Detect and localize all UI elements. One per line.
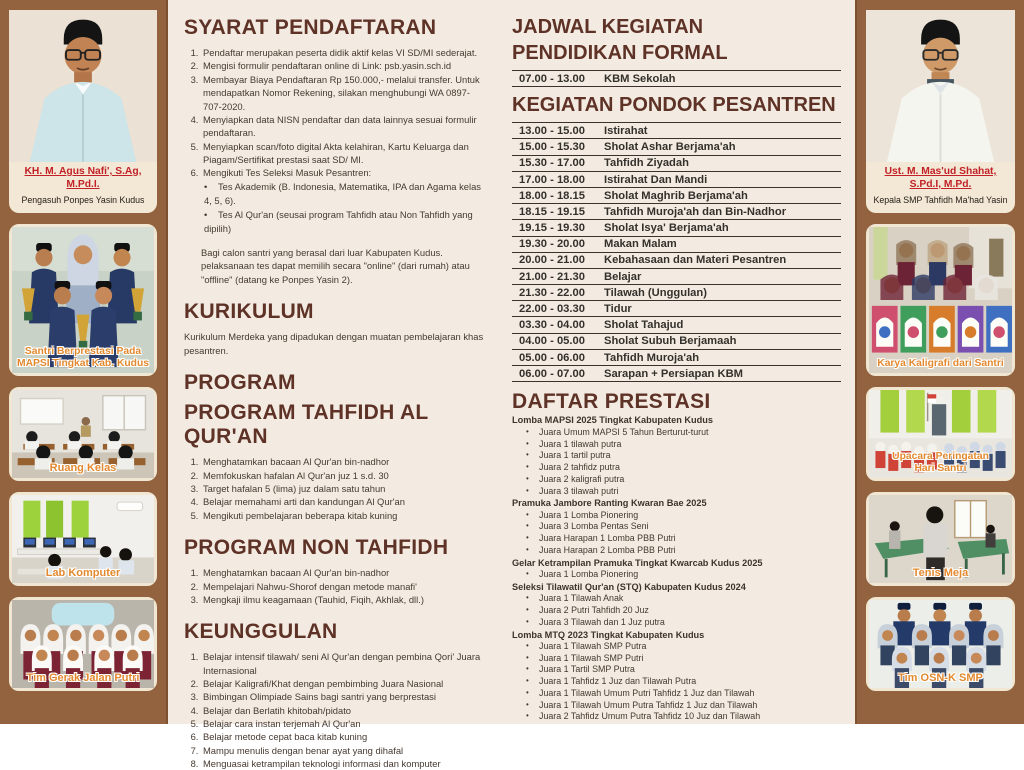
prestasi-group-mtq [512, 629, 841, 724]
section-jadwal [512, 14, 841, 382]
photo-caption: Tim Gerak Jalan Putri [26, 672, 140, 685]
schedule-time: 20.00 - 21.00 [519, 254, 585, 267]
schedule-time: 07.00 - 13.00 [519, 72, 585, 85]
prestasi-item-list [512, 427, 841, 498]
photo-kaligrafi [866, 224, 1015, 376]
caption-line2: MAPSI Tingkat Kab. Kudus [17, 357, 149, 369]
schedule-time: 19.30 - 20.00 [519, 238, 585, 251]
prestasi-item-list [512, 569, 841, 581]
photo-caption: Karya Kaligrafi dari Santri [877, 357, 1004, 369]
schedule-row [512, 172, 841, 188]
schedule-time: 18.15 - 19.15 [519, 205, 585, 218]
right-sidebar [855, 0, 1024, 724]
schedule-row [512, 334, 841, 350]
keunggulan-title: KEUNGGULAN [184, 620, 338, 644]
pengasuh-name: KH. M. Agus Nafi', S.Ag, M.Pd.I. [24, 166, 142, 190]
syarat-list [184, 46, 488, 179]
keunggulan-item: 8. Menguasai ketrampilan teknologi informasi dan komputer [201, 757, 488, 770]
syarat-item: 3. Membayar Biaya Pendaftaran Rp 150.000,- melalui transfer. Untuk mendapatkan Nomor Rekening, silakan menghubungi WA 0897-707-2020. [201, 73, 488, 113]
schedule-activity: Makan Malam [604, 238, 677, 251]
schedule-time: 15.00 - 15.30 [519, 141, 585, 154]
prestasi-group-mapsi [512, 414, 841, 497]
section-kurikulum [184, 300, 488, 357]
schedule-time: 18.00 - 18.15 [519, 189, 585, 202]
schedule-time: 03.30 - 04.00 [519, 319, 585, 332]
schedule-row [512, 156, 841, 172]
schedule-time: 22.00 - 03.30 [519, 303, 585, 316]
portrait-illustration [9, 10, 157, 162]
pengasuh-portrait-photo [9, 10, 157, 162]
schedule-activity: Sholat Subuh Berjamaah [604, 335, 737, 348]
prestasi-group-jambore [512, 497, 841, 556]
caption-line1: Upacara Peringatan [892, 451, 989, 463]
program-tahfidh-item: 2. Memfokuskan hafalan Al Qur'an juz 1 s.d. 30 [201, 469, 488, 482]
keunggulan-item: 4. Belajar dan Berlatih khitobah/pidato [201, 704, 488, 717]
schedule-activity: Sholat Maghrib Berjama'ah [604, 189, 748, 202]
schedule-time: 21.30 - 22.00 [519, 286, 585, 299]
program-non-item: 1. Menghatamkan bacaan Al Qur'an bin-nadhor [201, 566, 488, 579]
middle-column [168, 0, 500, 770]
prestasi-item: • Juara Umum MAPSI 5 Tahun Berturut-turut [526, 427, 841, 439]
prestasi-item: • Juara Harapan 1 Lomba PBB Putri [526, 533, 841, 545]
keunggulan-item: 6. Belajar metode cepat baca kitab kuning [201, 730, 488, 743]
program-non-item: 3. Mengkaji ilmu keagamaan (Tauhid, Fiqih, Akhlak, dll.) [201, 593, 488, 606]
prestasi-group-title: Lomba MTQ 2023 Tingkat Kabupaten Kudus [512, 629, 705, 640]
schedule-time: 15.30 - 17.00 [519, 157, 585, 170]
program-tahfidh-item: 1. Menghatamkan bacaan Al Qur'an bin-nadhor [201, 455, 488, 468]
prestasi-item: • Juara 2 kaligrafi putra [526, 474, 841, 486]
syarat-title: SYARAT PENDAFTARAN [184, 16, 437, 39]
prestasi-group-title: Pramuka Jambore Ranting Kwaran Bae 2025 [512, 498, 707, 509]
right-column [500, 0, 855, 724]
prestasi-group-kwarcab [512, 557, 841, 581]
prestasi-group-stq [512, 581, 841, 629]
program-tahfidh-item: 3. Target hafalan 5 (lima) juz dalam satu tahun [201, 482, 488, 495]
kepala-role: Kepala SMP Tahfidh Ma'had Yasin [873, 194, 1008, 205]
section-prestasi [512, 390, 841, 723]
prestasi-item: • Juara 1 tartil putra [526, 450, 841, 462]
schedule-time: 06.00 - 07.00 [519, 367, 585, 380]
program-tahfidh-list [184, 455, 488, 522]
schedule-row [512, 71, 841, 87]
jadwal-title-line2: PENDIDIKAN FORMAL [512, 42, 728, 64]
keunggulan-list [184, 650, 488, 770]
program-tahfidh-item: 5. Mengikuti pembelajaran beberapa kitab kuning [201, 509, 488, 522]
photo-caption: Ruang Kelas [49, 462, 117, 475]
schedule-time: 19.15 - 19.30 [519, 222, 585, 235]
schedule-activity: Istirahat [604, 124, 648, 137]
prestasi-item: • Juara 2 Tahfidz Umum Putra Tahfidz 10 Juz dan Tilawah [526, 711, 841, 723]
section-keunggulan [184, 620, 488, 770]
syarat-sub-list [184, 180, 488, 236]
schedule-row [512, 123, 841, 139]
photo-gerak-jalan [9, 597, 157, 691]
prestasi-item: • Juara 1 Lomba Pionering [526, 569, 841, 581]
syarat-sub-item: • Tes Al Qur'an (seusai program Tahfidh atau Non Tahfidh yang dipilih) [204, 208, 488, 236]
schedule-activity: Kebahasaan dan Materi Pesantren [604, 254, 787, 267]
schedule-row [512, 317, 841, 333]
keunggulan-item: 3. Bimbingan Olimpiade Sains bagi santri yang berprestasi [201, 690, 488, 703]
caption-line2: Hari Santri [914, 462, 967, 474]
kurikulum-title: KURIKULUM [184, 300, 314, 324]
photo-caption: Lab Komputer [45, 567, 121, 580]
schedule-activity: KBM Sekolah [604, 72, 676, 85]
schedule-activity: Tahfidh Muroja'ah [604, 351, 700, 364]
person-card-kepala [866, 10, 1015, 213]
prestasi-title: DAFTAR PRESTASI [512, 390, 711, 414]
caption-line1: Santri Berprestasi Pada [24, 346, 142, 358]
photo-mapsi-achievers [9, 224, 157, 376]
prestasi-item: • Juara 1 Tilawah Umum Putri Tahfidz 1 Juz dan Tilawah [526, 688, 841, 700]
formal-schedule-table [512, 70, 841, 87]
pondok-schedule-table [512, 122, 841, 382]
keunggulan-item: 2. Belajar Kaligrafi/Khat dengan pembimbing Juara Nasional [201, 677, 488, 690]
calligraphy-photo-illustration [869, 227, 1012, 373]
schedule-row [512, 253, 841, 269]
portrait-illustration [866, 10, 1015, 162]
schedule-row [512, 366, 841, 382]
prestasi-item-list [512, 593, 841, 628]
section-program-non-tahfidh [184, 536, 488, 606]
pengasuh-role: Pengasuh Ponpes Yasin Kudus [21, 194, 145, 205]
schedule-activity: Tilawah (Unggulan) [604, 286, 707, 299]
program-heading-line2: PROGRAM TAHFIDH AL QUR'AN [184, 401, 429, 449]
schedule-activity: Tahfidh Ziyadah [604, 157, 689, 170]
keunggulan-item: 1. Belajar intensif tilawah/ seni Al Qur'an dengan pembina Qori' Juara Internasional [201, 650, 488, 677]
schedule-activity: Tahfidh Muroja'ah dan Bin-Nadhor [604, 205, 787, 218]
program-non-list [184, 566, 488, 606]
program-heading-line1: PROGRAM [184, 370, 296, 394]
prestasi-item: • Juara 2 Putri Tahfidh 20 Juz [526, 605, 841, 617]
prestasi-item: • Juara 1 tilawah putra [526, 439, 841, 451]
photo-ruang-kelas [9, 387, 157, 481]
schedule-activity: Sholat Isya' Berjama'ah [604, 222, 729, 235]
prestasi-item: • Juara Harapan 2 Lomba PBB Putri [526, 545, 841, 557]
syarat-sub-item: • Tes Akademik (B. Indonesia, Matematika, IPA dan Agama kelas 4, 5, 6). [204, 180, 488, 208]
syarat-item: 1. Pendaftar merupakan peserta didik aktif kelas VI SD/MI sederajat. [201, 46, 488, 59]
syarat-note: Bagi calon santri yang berasal dari luar Kabupaten Kudus. pelaksanaan tes dapat memilih secara "online" (dari rumah) atau "offline" (datang ke Ponpes Yasin 2). [201, 247, 470, 285]
keunggulan-item: 5. Belajar cara instan terjemah Al Qur'an [201, 717, 488, 730]
photo-lab-komputer [9, 492, 157, 586]
program-non-item: 2. Mempelajari Nahwu-Shorof dengan metode manafi' [201, 580, 488, 593]
prestasi-item: • Juara 1 Tahfidz 1 Juz dan Tilawah Putra [526, 676, 841, 688]
prestasi-group-title: Gelar Ketrampilan Pramuka Tingkat Kwarcab Kudus 2025 [512, 557, 763, 568]
prestasi-group-title: Seleksi Tilawatil Qur'an (STQ) Kabupaten Kudus 2024 [512, 581, 746, 592]
prestasi-item-list [512, 510, 841, 557]
syarat-item: 6. Mengikuti Tes Seleksi Masuk Pesantren: [201, 166, 488, 179]
schedule-activity: Belajar [604, 270, 642, 283]
schedule-row [512, 350, 841, 366]
kepala-name: Ust. M. Mas'ud Shahat, S.Pd.I, M.Pd. [884, 166, 997, 190]
schedule-activity: Tidur [604, 303, 632, 316]
schedule-row [512, 220, 841, 236]
prestasi-item: • Juara 3 tilawah putri [526, 486, 841, 498]
photo-caption [12, 346, 154, 370]
schedule-activity: Sarapan + Persiapan KBM [604, 367, 743, 380]
schedule-activity: Istirahat Dan Mandi [604, 173, 708, 186]
person-card-pengasuh [9, 10, 157, 213]
prestasi-item: • Juara 1 Tartil SMP Putra [526, 664, 841, 676]
section-program [184, 371, 488, 522]
photo-osn-team [866, 597, 1015, 691]
schedule-time: 05.00 - 06.00 [519, 351, 585, 364]
prestasi-item: • Juara 3 Tilawah dan 1 Juz putra [526, 617, 841, 629]
prestasi-item: • Juara 1 Tilawah Umum Putra Tahfidz 1 Juz dan Tilawah [526, 700, 841, 712]
schedule-row [512, 285, 841, 301]
photo-caption: Tenis Meja [912, 567, 969, 580]
prestasi-item: • Juara 1 Tilawah Anak [526, 593, 841, 605]
schedule-time: 04.00 - 05.00 [519, 335, 585, 348]
left-sidebar [0, 0, 168, 724]
prestasi-item-list [512, 641, 841, 723]
keunggulan-item: 7. Mampu menulis dengan benar ayat yang dihafal [201, 744, 488, 757]
schedule-time: 21.00 - 21.30 [519, 270, 585, 283]
schedule-time: 17.00 - 18.00 [519, 173, 585, 186]
schedule-activity: Sholat Ashar Berjama'ah [604, 141, 736, 154]
schedule-row [512, 269, 841, 285]
prestasi-item: • Juara 3 Lomba Pentas Seni [526, 521, 841, 533]
schedule-time: 13.00 - 15.00 [519, 124, 585, 137]
photo-caption [869, 451, 1012, 475]
prestasi-item: • Juara 1 Lomba Pionering [526, 510, 841, 522]
syarat-item: 5. Menyiapkan scan/foto digital Akta kelahiran, Kartu Keluarga dan Piagam/Sertifikat prestasi saat SD/ MI. [201, 140, 488, 167]
pondok-title: KEGIATAN PONDOK PESANTREN [512, 94, 836, 117]
schedule-row [512, 204, 841, 220]
prestasi-item: • Juara 1 Tilawah SMP Putri [526, 653, 841, 665]
kurikulum-text: Kurikulum Merdeka yang dipadukan dengan muatan pembelajaran khas pesantren. [184, 331, 484, 356]
schedule-activity: Sholat Tahajud [604, 319, 684, 332]
photo-upacara [866, 387, 1015, 481]
prestasi-item: • Juara 1 Tilawah SMP Putra [526, 641, 841, 653]
jadwal-title-line1: JADWAL KEGIATAN [512, 16, 704, 38]
schedule-row [512, 139, 841, 155]
schedule-row [512, 188, 841, 204]
kepala-portrait-photo [866, 10, 1015, 162]
syarat-item: 4. Menyiapkan data NISN pendaftar dan data lainnya sesuai formulir pendaftaran. [201, 113, 488, 140]
program-tahfidh-item: 4. Belajar memahami arti dan kandungan Al Qur'an [201, 495, 488, 508]
photo-tenis-meja [866, 492, 1015, 586]
program-non-title: PROGRAM NON TAHFIDH [184, 536, 449, 560]
syarat-item: 2. Mengisi formulir pendaftaran online di Link: psb.yasin.sch.id [201, 59, 488, 72]
schedule-row [512, 301, 841, 317]
schedule-row [512, 237, 841, 253]
section-syarat [184, 16, 488, 286]
prestasi-item: • Juara 2 tahfidz putra [526, 462, 841, 474]
photo-caption: Tim OSN-K SMP [898, 672, 983, 685]
prestasi-group-title: Lomba MAPSI 2025 Tingkat Kabupaten Kudus [512, 415, 713, 426]
